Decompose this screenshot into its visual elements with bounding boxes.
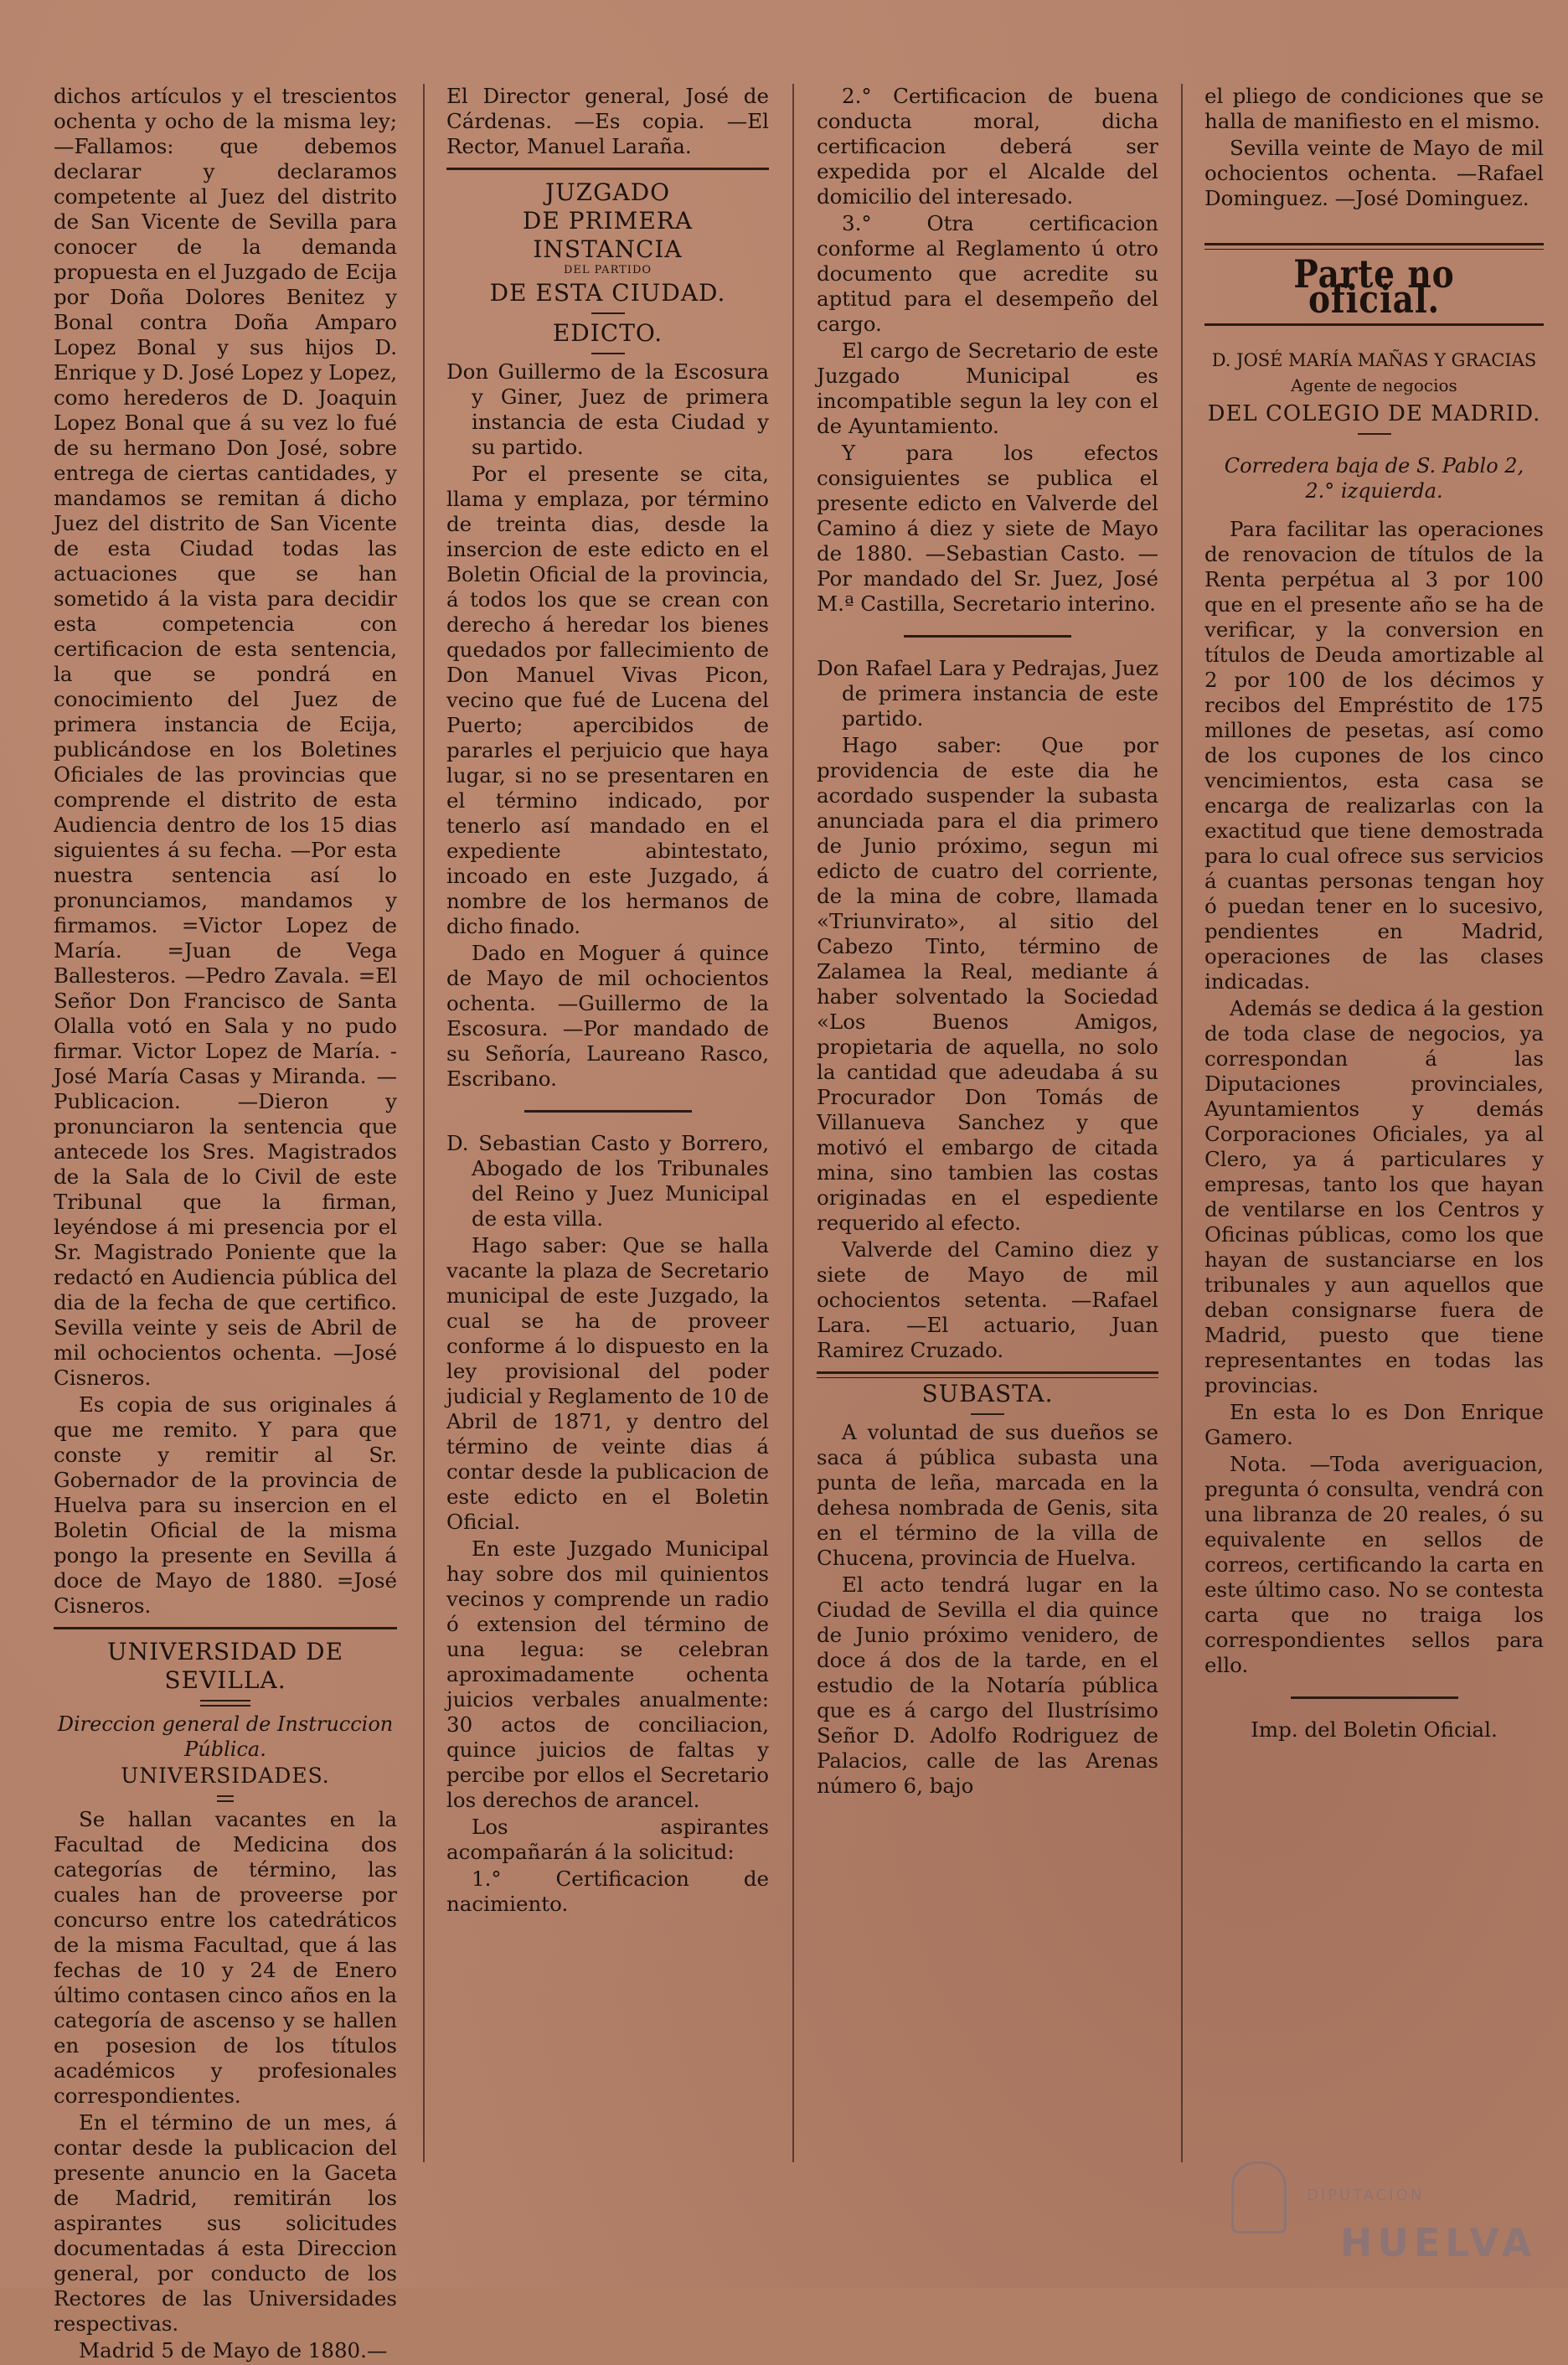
column-4 — [1204, 84, 1544, 1744]
subasta-signature: Sevilla veinte de Mayo de mil ochocientos ochenta. —Rafael Dominguez. —José Dominguez. — [1204, 136, 1544, 210]
nota-text: Nota. —Toda averiguacion, pregunta ó consulta, vendrá con una libranza de 20 reales, ó su equivalente en sellos de correos, certificando la carta en este último caso. No se contesta carta que no traiga los correspondientes sellos para ello. — [1204, 1452, 1544, 1677]
vacancy-notice: Se hallan vacantes en la Facultad de Medicina dos categorías de término, las cuales han de proveerse por concurso entre los catedráticos de la misma Facultad, que á las fechas de 10 y 24 de Enero último contasen cinco años en la categoría de ascenso y se hallen en posesion de los títulos académicos y profesionales correspondientes. — [54, 1807, 397, 2108]
column-divider — [1181, 84, 1183, 2162]
direction-title: Direccion general de Instruccion Pública. — [57, 1712, 394, 1761]
copy-certification: Es copia de sus originales á que me remito. Y para que conste y remitir al Sr. Gobernador de la provincia de Huelva para su insercion en el Boletin Oficial de la misma pongo la presente en Sevilla á doce de Mayo de 1880. =José Cisneros. — [54, 1392, 397, 1618]
requirement-2: 2.° Certificacion de buena conducta moral, dicha certificacion deberá ser expedida por el Alcalde del domicilio del interesado. — [817, 84, 1158, 209]
agent-role: Agente de negocios — [1291, 375, 1457, 395]
services-text: Para facilitar las operaciones de renovacion de títulos de la Renta perpétua al 3 por 100 que en el presente año se ha de verificar, y la conversion en títulos de Deuda amortizable al 2 por 100 de los décimos y recibos del Empréstito de 175 millones de pesetas, así como de los cupones de los cinco vencimientos, esta casa se encarga de realizarlas con la exactitud que tiene demostrada para lo cual ofrece sus servicios á cuantas personas tengan hoy ó puedan tener en lo sucesivo, pendientes en Madrid, operaciones de las clases indicadas. — [1204, 517, 1544, 994]
separator — [904, 635, 1071, 638]
section-rule — [1204, 323, 1544, 326]
double-dash — [200, 1700, 250, 1707]
incompatibility-text: El cargo de Secretario de este Juzgado Municipal es incompatible segun la ley con el de Ayuntamiento. — [817, 338, 1158, 438]
watermark-seal-icon — [1231, 2161, 1287, 2233]
requirement-1: 1.° Certificacion de nacimiento. — [446, 1867, 769, 1916]
section-rule-thin — [817, 1377, 1158, 1378]
suspension-date: Valverde del Camino diez y siete de Mayo de mil ochocientos setenta. —Rafael Lara. —El actuario, Juan Ramirez Cruzado. — [817, 1237, 1158, 1362]
juzgado-city: DE ESTA CIUDAD. — [489, 279, 726, 307]
district-details: En este Juzgado Municipal hay sobre dos mil quinientos vecinos y comprende un radio ó extension del término de una legua: se celebran aproximadamente ochenta juicios verbales anualmente: 30 actos de conciliacion, quince juicios de faltas y percibe por ellos el Secretario los derechos de arancel. — [446, 1536, 769, 1812]
separator — [1291, 1696, 1458, 1699]
date-line: Madrid 5 de Mayo de 1880.— — [79, 2338, 388, 2362]
section-rule-thin — [1204, 249, 1544, 250]
university-title: UNIVERSIDAD DE SEVILLA. — [106, 1638, 344, 1694]
local-agent: En esta lo es Don Enrique Gamero. — [1204, 1400, 1544, 1449]
column-3 — [817, 84, 1158, 1800]
separator — [524, 1110, 692, 1113]
column-divider — [423, 84, 425, 2162]
summons-date: Dado en Moguer á quince de Mayo de mil ochocientos ochenta. —Guillermo de la Escosura. —Por mandado de su Señoría, Laureano Rasco, Escribano. — [446, 941, 769, 1091]
column-divider — [792, 84, 794, 2162]
short-rule — [971, 1413, 1004, 1415]
director-signature: El Director general, José de Cárdenas. —Es copia. —El Rector, Manuel Laraña. — [446, 84, 769, 158]
short-rule — [591, 312, 625, 314]
subasta-title: SUBASTA. — [921, 1380, 1054, 1407]
juzgado-subtitle: DE PRIMERA INSTANCIA — [522, 207, 694, 263]
universities-subtitle: UNIVERSIDADES. — [121, 1763, 330, 1788]
subasta-details: El acto tendrá lugar en la Ciudad de Sevilla el dia quince de Junio próximo venidero, de doce á dos de la tarde, en el estudio de la Notaría pública que es á cargo del Ilustrísimo Señor D. Adolfo Rodriguez de Palacios, calle de las Arenas número 6, bajo — [817, 1572, 1158, 1798]
requirement-3: 3.° Otra certificacion conforme al Reglamento ú otro documento que acredite su aptitud para el desempeño del cargo. — [817, 211, 1158, 336]
agent-name: D. JOSÉ MARÍA MAÑAS Y GRACIAS — [1211, 350, 1537, 370]
short-rule — [591, 353, 625, 354]
section-rule — [1204, 243, 1544, 245]
double-dash — [217, 1795, 234, 1802]
auction-suspension: Hago saber: Que por providencia de este dia he acordado suspender la subasta anunciada para el dia primero de Junio próximo, segun mi edicto de cuatro del corriente, de la mina de cobre, llamada «Triunvirato», al sitio del Cabezo Tinto, término de Zalamea la Real, mediante á haber solventado la Sociedad «Los Buenos Amigos, propietaria de aquella, no solo la cantidad que adeudaba á su Procurador Don Tomás de Villanueva Sanchez y que motivó el embargo de citada mina, sino tambien las costas originadas en el espediente requerido al efecto. — [817, 733, 1158, 1235]
imprint: Imp. del Boletin Oficial. — [1251, 1717, 1498, 1742]
municipal-judge-intro: D. Sebastian Casto y Borrero, Abogado de los Tribunales del Reino y Juez Municipal de esta villa. — [446, 1131, 769, 1231]
subasta-text: A voluntad de sus dueños se saca á pública subasta una punta de leña, marcada en la dehesa nombrada de Genis, sita en el término de la villa de Chucena, provincia de Huelva. — [817, 1420, 1158, 1570]
watermark-sub: DIPUTACIÓN — [1307, 2187, 1425, 2204]
column-1 — [54, 84, 397, 2365]
application-instructions: En el término de un mes, á contar desde la publicacion del presente anuncio en la Gaceta de Madrid, remitirán los aspirantes sus solicitudes documentadas á esta Direccion general, por conducto de los Rectores de las Universidades respectivas. — [54, 2110, 397, 2336]
section-rule — [54, 1627, 397, 1629]
publication-text: Y para los efectos consiguientes se publica el presente edicto en Valverde del Camino á diez y siete de Mayo de 1880. —Sebastian Casto. —Por mandado del Sr. Juez, José M.ª Castilla, Secretario interino. — [817, 441, 1158, 616]
requirements-intro: Los aspirantes acompañarán á la solicitud: — [446, 1815, 769, 1864]
juzgado-title: JUZGADO — [544, 178, 671, 206]
summons-text: Por el presente se cita, llama y emplaza, por término de treinta dias, desde la insercion de este edicto en el Boletin Oficial de la provincia, á todos los que se crean con derecho á heredar los bienes quedados por fallecimiento de Don Manuel Vivas Picon, vecino que fué de Lucena del Puerto; apercibidos de pararles el perjuicio que haya lugar, si no se presentaren en el término indicado, por tenerlo así mandado en el expediente abintestato, incoado en este Juzgado, á nombre de los hermanos de dicho finado. — [446, 462, 769, 938]
edicto-title: EDICTO. — [552, 319, 663, 347]
address-line-1: Corredera baja de S. Pablo 2, — [1224, 454, 1524, 478]
watermark-text: HUELVA — [1340, 2220, 1537, 2265]
services-extra: Además se dedica á la gestion de toda clase de negocios, ya correspondan á las Diputaciones provinciales, Ayuntamientos y demás Corporaciones Oficiales, ya al Clero, ya á particulares y empresas, tanto los que hayan de ventilarse en los Centros y Oficinas públicas, como los que hayan de sustanciarse en los tribunales y aun aquellos que deban consignarse fuera de Madrid, puesto que tiene representantes en todas las provincias. — [1204, 996, 1544, 1397]
vacancy-text: Hago saber: Que se halla vacante la plaza de Secretario municipal de este Juzgado, la cual se ha de proveer conforme á lo dispuesto en la ley provisional del poder judicial y Reglamento de 10 de Abril de 1871, y dentro del término de veinte dias á contar desde la publicacion de este edicto en el Boletin Oficial. — [446, 1233, 769, 1534]
ornament — [1358, 433, 1391, 435]
judge-intro: Don Guillermo de la Escosura y Giner, Juez de primera instancia de esta Ciudad y su partido. — [446, 359, 769, 459]
section-rule — [446, 168, 769, 170]
subasta-continuation: el pliego de condiciones que se halla de manifiesto en el mismo. — [1204, 84, 1544, 133]
sentence-text: dichos artículos y el trescientos ochenta y ocho de la misma ley; —Fallamos: que debemos declarar y declaramos competente al Juez del distrito de San Vicente de Sevilla para conocer de la demanda propuesta en el Juzgado de Ecija por Doña Dolores Benitez y Bonal contra Doña Amparo Lopez Bonal y sus hijos D. Enrique y D. José Lopez y Lopez, como herederos de D. Joaquin Lopez Bonal que á su vez lo fué de su hermano Don José, sobre entrega de ciertas cantidades, y mandamos se remitan á dicho Juez del distrito de San Vicente de esta Ciudad todas las actuaciones que se han sometido á la vista para decidir esta competencia con certificacion de esta sentencia, la que se pondrá en conocimiento del Juez de primera instancia de Ecija, publicándose en los Boletines Oficiales de las provincias que comprende el distrito de esta Audiencia dentro de los 15 dias siguientes á su fecha. —Por esta nuestra sentencia así lo pronunciamos, mandamos y firmamos. =Victor Lopez de María. =Juan de Vega Ballesteros. —Pedro Zavala. =El Señor Don Francisco de Santa Olalla votó en Sala y no pudo firmar. Victor Lopez de María. -José María Casas y Miranda. —Publicacion. —Dieron y pronunciaron la sentencia que antecede los Sres. Magistrados de la Sala de lo Civil de este Tribunal que la firman, leyéndose á mi presencia por el Sr. Magistrado Poniente que la redactó en Audiencia pública del dia de la fecha de que certifico. Sevilla veinte y seis de Abril de mil ochocientos ochenta. —José Cisneros. — [54, 84, 397, 1390]
agent-org: DEL COLEGIO DE MADRID. — [1207, 401, 1541, 426]
address-line-2: 2.° izquierda. — [1305, 479, 1443, 503]
juzgado-small: DEL PARTIDO — [563, 264, 652, 276]
column-2 — [446, 84, 769, 1918]
judge-lara-intro: Don Rafael Lara y Pedrajas, Juez de primera instancia de este partido. — [817, 656, 1158, 731]
parte-no-oficial-title: Parte no oficial. — [1293, 251, 1455, 322]
section-rule — [817, 1371, 1158, 1374]
